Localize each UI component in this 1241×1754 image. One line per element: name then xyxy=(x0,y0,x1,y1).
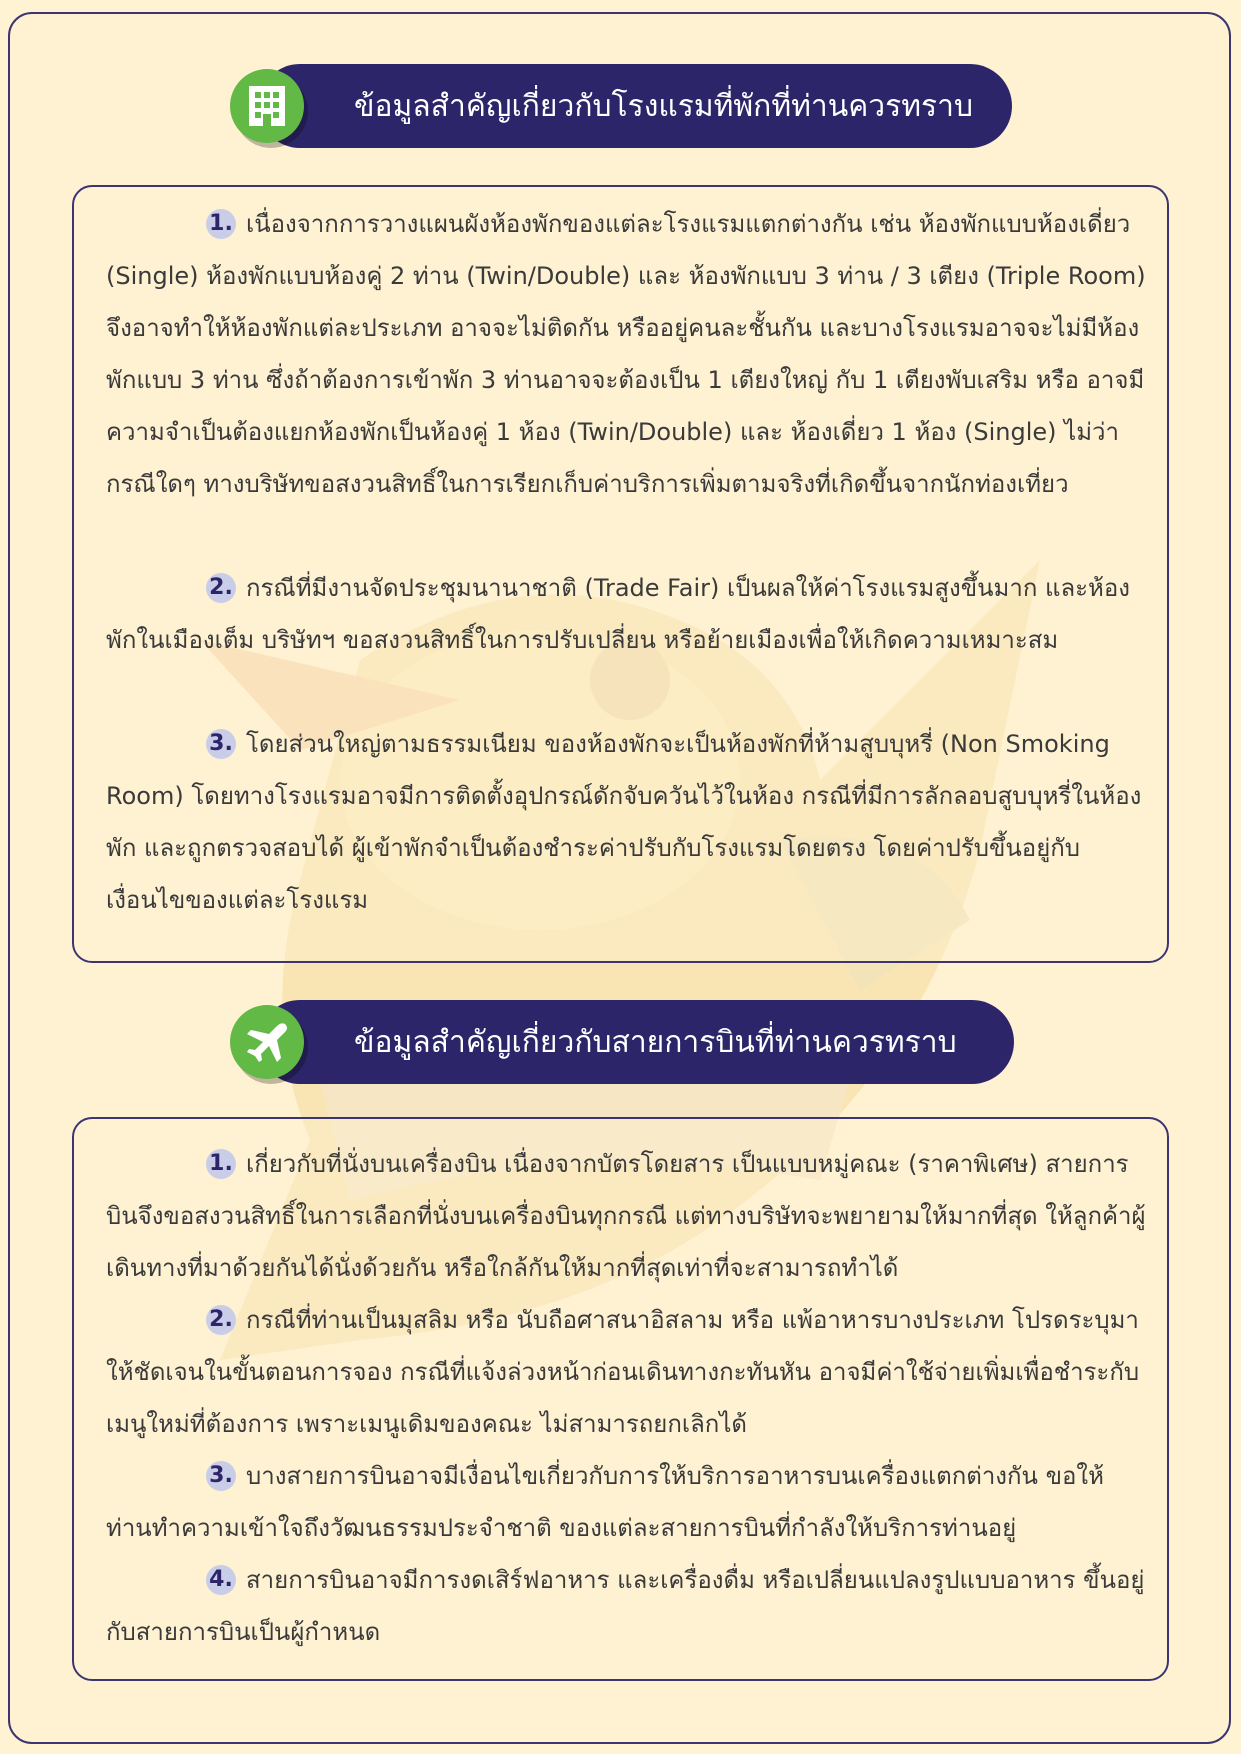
airplane-icon xyxy=(230,1005,304,1079)
airline-item-1 xyxy=(106,1138,1146,1294)
item-number-badge: 4. xyxy=(206,1565,236,1595)
item-number-badge: 2. xyxy=(206,1305,236,1335)
hotel-item-2 xyxy=(106,562,1146,666)
airline-item-text: เกี่ยวกับที่นั่งบนเครื่องบิน เนื่องจากบัตรโดยสาร เป็นแบบหมู่คณะ (ราคาพิเศษ) สายการบินจึงขอสงวนสิทธิ์ในการเลือกที่นั่งบนเครื่องบินทุกกรณี แต่ทางบริษัทจะพยายามให้มากที่สุด ให้ลูกค้าผู้เดินทางที่มาด้วยกันได้นั่งด้วยกัน หรือใกล้กันให้มากที่สุดเท่าที่จะสามารถทำได้ xyxy=(106,1150,1146,1282)
airline-item-2 xyxy=(106,1294,1146,1450)
item-number-badge: 1. xyxy=(206,209,236,239)
hotel-item-text: โดยส่วนใหญ่ตามธรรมเนียม ของห้องพักจะเป็นห้องพักที่ห้ามสูบบุหรี่ (Non Smoking Room) โดยทางโรงแรมอาจมีการติดตั้งอุปกรณ์ดักจับควันไว้ในห้อง กรณีที่มีการลักลอบสูบบุหรี่ในห้องพัก และถูกตรวจสอบได้ ผู้เข้าพักจำเป็นต้องชำระค่าปรับกับโรงแรมโดยตรง โดยค่าปรับขึ้นอยู่กับเงื่อนไขของแต่ละโรงแรม xyxy=(106,730,1142,914)
airline-item-3 xyxy=(106,1450,1146,1554)
item-number-badge: 3. xyxy=(206,1461,236,1491)
airline-section-header xyxy=(258,1000,1014,1084)
airline-item-text: สายการบินอาจมีการงดเสิร์ฟอาหาร และเครื่องดื่ม หรือเปลี่ยนแปลงรูปแบบอาหาร ขึ้นอยู่กับสายการบินเป็นผู้กำหนด xyxy=(106,1566,1145,1646)
hotel-item-1 xyxy=(106,198,1146,510)
airline-section-title: ข้อมูลสำคัญเกี่ยวกับสายการบินที่ท่านควรทราบ xyxy=(354,1024,957,1060)
hotel-section-title: ข้อมูลสำคัญเกี่ยวกับโรงแรมที่พักที่ท่านควรทราบ xyxy=(354,88,974,124)
hotel-building-icon xyxy=(230,69,304,143)
item-number-badge: 1. xyxy=(206,1149,236,1179)
hotel-item-text: กรณีที่มีงานจัดประชุมนานาชาติ (Trade Fair) เป็นผลให้ค่าโรงแรมสูงขึ้นมาก และห้องพักในเมืองเต็ม บริษัทฯ ขอสงวนสิทธิ์ในการปรับเปลี่ยน หรือย้ายเมืองเพื่อให้เกิดความเหมาะสม xyxy=(106,574,1131,654)
airline-item-4 xyxy=(106,1554,1146,1658)
hotel-item-3 xyxy=(106,718,1146,926)
hotel-item-text: เนื่องจากการวางแผนผังห้องพักของแต่ละโรงแรมแตกต่างกัน เช่น ห้องพักแบบห้องเดี่ยว (Single) ห้องพักแบบห้องคู่ 2 ท่าน (Twin/Double) และ ห้องพักแบบ 3 ท่าน / 3 เตียง (Triple Room) จึงอาจทำให้ห้องพักแต่ละประเภท อาจจะไม่ติดกัน หรืออยู่คนละชั้นกัน และบางโรงแรมอาจจะไม่มีห้องพักแบบ 3 ท่าน ซึ่งถ้าต้องการเข้าพัก 3 ท่านอาจจะต้องเป็น 1 เตียงใหญ่ กับ 1 เตียงพับเสริม หรือ อาจมีความจำเป็นต้องแยกห้องพักเป็นห้องคู่ 1 ห้อง (Twin/Double) และ ห้องเดี่ยว 1 ห้อง (Single) ไม่ว่ากรณีใดๆ ทางบริษัทขอสงวนสิทธิ์ในการเรียกเก็บค่าบริการเพิ่มตามจริงที่เกิดขึ้นจากนักท่องเที่ยว xyxy=(106,210,1146,498)
airline-item-text: บางสายการบินอาจมีเงื่อนไขเกี่ยวกับการให้บริการอาหารบนเครื่องแตกต่างกัน ขอให้ท่านทำความเข้าใจถึงวัฒนธรรมประจำชาติ ของแต่ละสายการบินที่กำลังให้บริการท่านอยู่ xyxy=(106,1462,1104,1542)
airline-item-text: กรณีที่ท่านเป็นมุสลิม หรือ นับถือศาสนาอิสลาม หรือ แพ้อาหารบางประเภท โปรดระบุมาให้ชัดเจนในขั้นตอนการจอง กรณีที่แจ้งล่วงหน้าก่อนเดินทางกะทันหัน อาจมีค่าใช้จ่ายเพิ่มเพื่อชำระกับเมนูใหม่ที่ต้องการ เพราะเมนูเดิมของคณะ ไม่สามารถยกเลิกได้ xyxy=(106,1306,1140,1438)
item-number-badge: 3. xyxy=(206,729,236,759)
item-number-badge: 2. xyxy=(206,573,236,603)
hotel-section-header xyxy=(258,64,1012,148)
